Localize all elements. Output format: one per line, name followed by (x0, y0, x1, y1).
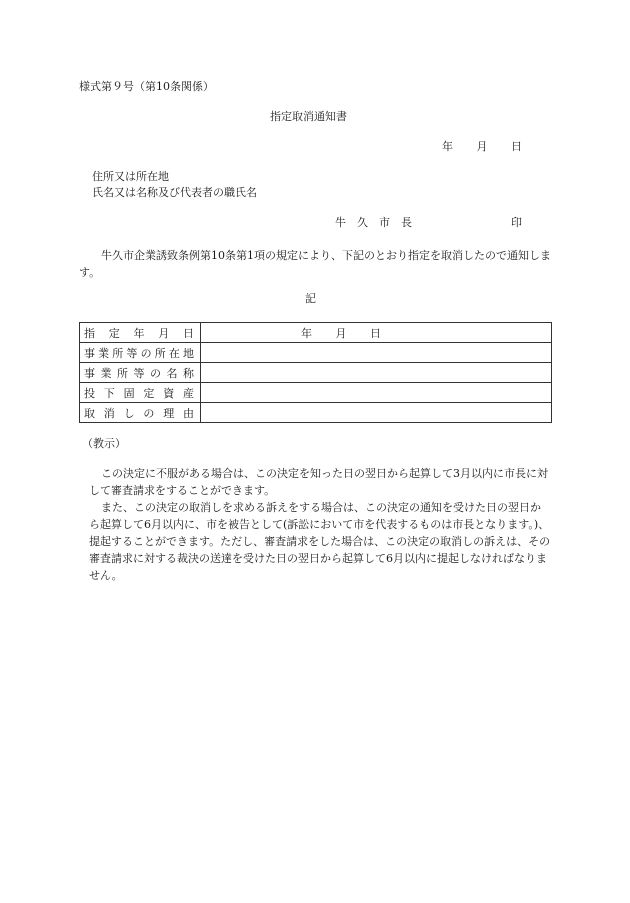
label-char: 投 (84, 386, 95, 400)
notice-heading: （教示） (82, 437, 126, 450)
label-char: 所 (117, 366, 128, 380)
label-char: の (143, 406, 155, 420)
label-char: 所 (112, 346, 124, 360)
notice-paragraph: また、この決定の取消しを求める訴えをする場合は、この決定の通知を受けた日の翌日から起算して6月以内に、市を被告として(訴訟において市を代表するものは市長となります。)、提起することができます。ただし、審査請求をした場合は、この決定の取消しの訴えは、その審査請求に対する裁決の送達を受けた日の翌日から起算して6月以内に提起しなければなりません。 (89, 501, 551, 582)
issue-date-month: 月 (476, 140, 488, 153)
label-char: 月 (158, 326, 170, 340)
label-char: 所 (154, 346, 166, 360)
label-char: 業 (100, 366, 112, 380)
detail-table (79, 322, 552, 423)
date-value-year: 年 (301, 326, 312, 340)
issue-date-year: 年 (442, 140, 453, 153)
label-char: 日 (183, 326, 194, 340)
document-title: 指定取消通知書 (270, 110, 347, 123)
table-row (80, 343, 552, 363)
date-value-day: 日 (370, 326, 381, 340)
row-label-cancel-reason (80, 405, 200, 421)
seal-mark: 印 (511, 216, 522, 229)
label-char: 業 (98, 346, 110, 360)
label-char: 在 (168, 346, 180, 360)
row-label-fixed-assets (80, 385, 200, 401)
table-row (80, 383, 552, 403)
notice-paragraph: この決定に不服がある場合は、この決定を知った日の翌日から起算して3月以内に市長に対して審査請求をすることができます。 (89, 467, 548, 497)
table-label-cell (80, 403, 201, 423)
label-char: 事 (84, 346, 95, 360)
table-label-cell (80, 323, 201, 343)
label-char: 消 (103, 406, 115, 420)
date-value-month: 月 (335, 326, 347, 340)
table-label-cell (80, 343, 201, 363)
table-label-cell (80, 363, 201, 383)
label-char: 年 (133, 326, 145, 340)
table-value-cell (201, 403, 552, 423)
table-value-cell (201, 363, 552, 383)
label-char: 指 (84, 326, 95, 340)
form-number: 様式第９号（第10条関係） (79, 80, 214, 93)
label-char: し (123, 406, 135, 420)
table-value-cell (201, 323, 552, 343)
label-char: 地 (182, 346, 194, 360)
label-char: 下 (103, 386, 115, 400)
row-label-designation-date (80, 325, 200, 341)
notice-body (79, 465, 551, 584)
label-char: 定 (108, 326, 120, 340)
label-char: 取 (84, 406, 95, 420)
table-row (80, 403, 552, 423)
label-char: 固 (123, 386, 135, 400)
label-char: の (150, 366, 161, 380)
issuer-title: 牛 久 市 長 (335, 216, 412, 229)
table-row (80, 363, 552, 383)
label-char: 事 (84, 366, 95, 380)
addressee-address: 住所又は所在地 (92, 170, 169, 183)
issue-date-day: 日 (511, 140, 522, 153)
label-char: 等 (133, 366, 145, 380)
table-value-cell (201, 383, 552, 403)
body-text: 牛久市企業誘致条例第10条第1項の規定により、下記のとおり指定を取消したので通知します。 (79, 249, 551, 279)
label-char: 定 (143, 386, 155, 400)
label-char: 理 (163, 406, 175, 420)
table-label-cell (80, 383, 201, 403)
label-char: 産 (182, 386, 194, 400)
label-char: の (140, 346, 152, 360)
table-row (80, 323, 552, 343)
designation-date-value (301, 325, 381, 341)
row-label-office-name (80, 365, 200, 381)
table-value-cell (201, 343, 552, 363)
label-char: 名 (166, 366, 178, 380)
addressee-name: 氏名又は名称及び代表者の職氏名 (92, 186, 257, 199)
ki-label: 記 (305, 292, 316, 305)
label-char: 資 (163, 386, 175, 400)
label-char: 由 (182, 406, 194, 420)
label-char: 称 (183, 366, 194, 380)
label-char: 等 (126, 346, 138, 360)
row-label-location (80, 345, 200, 361)
issue-date (442, 140, 522, 154)
